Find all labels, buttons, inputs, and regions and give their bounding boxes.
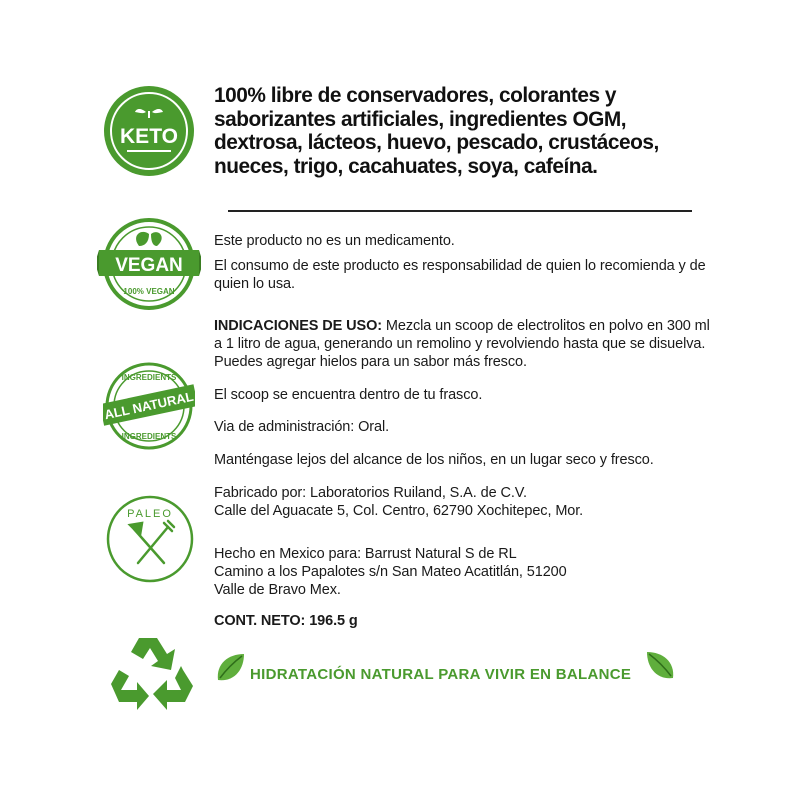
usage-instructions: [214, 317, 714, 371]
ingredients-top-label: INGREDIENTS: [121, 373, 177, 382]
manufacturer-text: Fabricado por: Laboratorios Ruiland, S.A. de C.V. Calle del Aguacate 5, Col. Centro, 62790 Xochitepec, Mor.: [214, 485, 584, 519]
usage-label: INDICACIONES DE USO:: [214, 318, 382, 334]
keep-away-text: Manténgase lejos del alcance de los niños, en un lugar seco y fresco.: [214, 452, 654, 468]
leaf-icon: [643, 648, 677, 684]
admin-route-text: Via de administración: Oral.: [214, 419, 390, 435]
keto-label: KETO: [120, 125, 178, 148]
made-for-text: Hecho en Mexico para: Barrust Natural S de RL Camino a los Papalotes s/n San Mateo Acatitlán, 51200 Valle de Bravo Mex.: [214, 546, 567, 598]
responsibility-text: El consumo de este producto es responsabilidad de quien lo recomienda y de quien lo usa.: [214, 258, 706, 292]
divider: [228, 210, 692, 212]
all-natural-badge-icon: [103, 362, 195, 450]
leaf-icon: [214, 650, 248, 686]
keto-badge-icon: [103, 85, 195, 177]
not-medicine-text: Este producto no es un medicamento.: [214, 233, 455, 249]
all-natural-label: ALL NATURAL: [103, 388, 195, 423]
net-content-text: CONT. NETO: 196.5 g: [214, 613, 358, 629]
vegan-label: VEGAN: [115, 255, 183, 276]
recycle-icon: [105, 632, 197, 716]
allergen-free-headline: 100% libre de conservadores, colorantes y saborizantes artificiales, ingredientes OGM, dextrosa, lácteos, huevo, pescado, crustáceos, nueces, trigo, cacahuates, soya, cafeína.: [214, 83, 659, 178]
paleo-badge-icon: [106, 495, 194, 583]
usage-text: Mezcla un scoop de electrolitos en polvo en 300 ml a 1 litro de agua, generando un remolino y revolviendo hasta que se disuelva. Puedes agregar hielos para un sabor más fresco.: [214, 318, 710, 370]
scoop-text: El scoop se encuentra dentro de tu frasco.: [214, 387, 483, 403]
vegan-sub-label: 100% VEGAN: [123, 287, 175, 296]
ingredients-bottom-label: INGREDIENTS: [121, 432, 177, 441]
vegan-badge-icon: [97, 216, 201, 312]
paleo-label: PALEO: [127, 508, 173, 520]
slogan: HIDRATACIÓN NATURAL PARA VIVIR EN BALANCE: [250, 666, 632, 683]
